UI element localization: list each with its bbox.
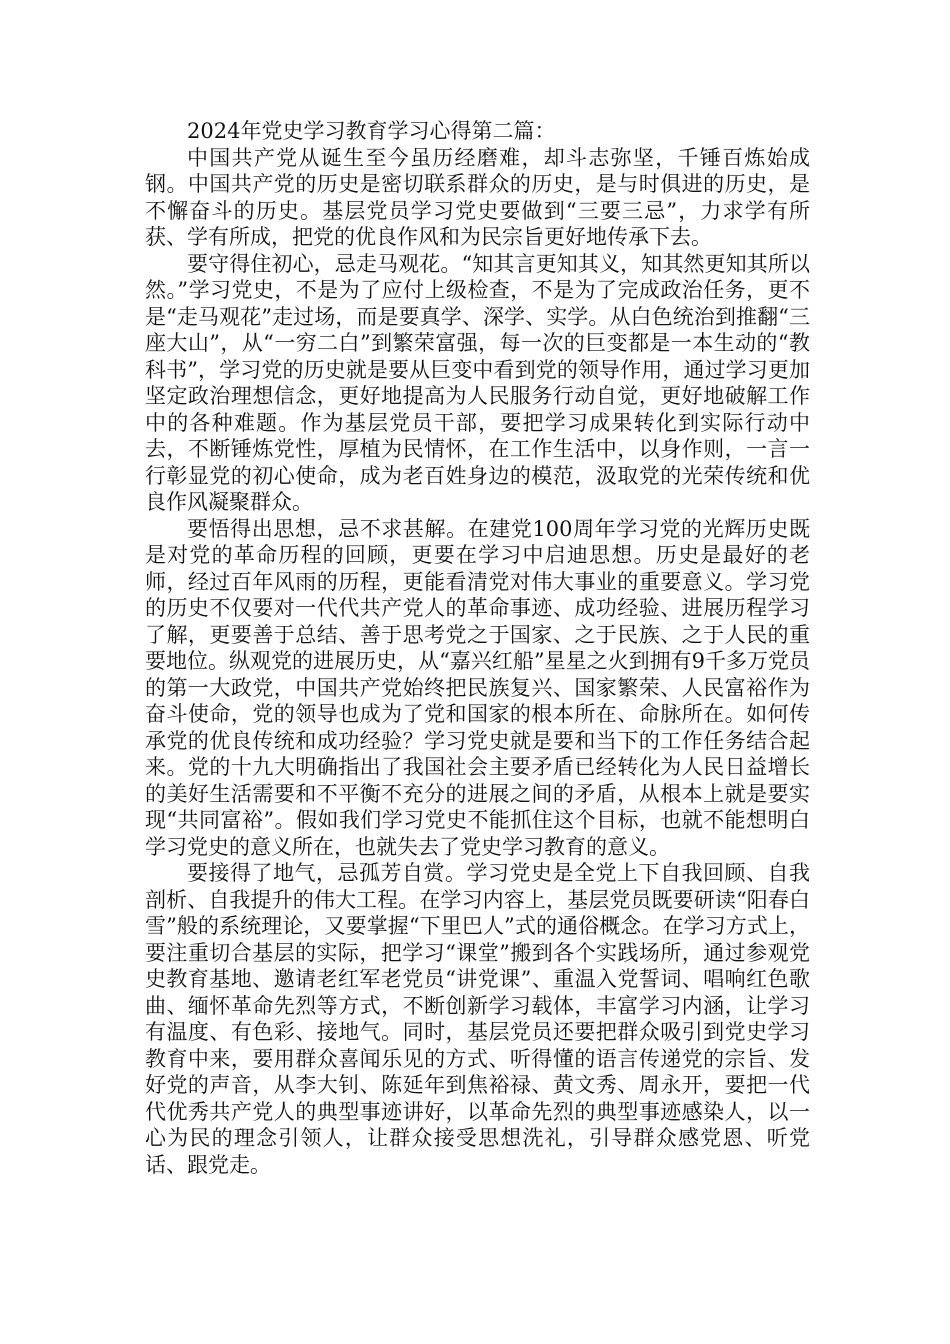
document-title: 2024年党史学习教育学习心得第二篇： <box>187 119 556 143</box>
paragraph-intro: 中国共产党从诞生至今虽历经磨难，却斗志弥坚，千锤百炼始成钢。中国共产党的历史是密切联系群众的历史，是与时俱进的历史，是不懈奋斗的历史。基层党员学习党史要做到“三要三忌”，力求学有所获、学有所成，把党的优良作风和为民宗旨更好地传承下去。 <box>145 145 810 249</box>
paragraph-initial-aspiration: 要守得住初心，忌走马观花。“知其言更知其义，知其然更知其所以然。”学习党史，不是为了应付上级检查，不是为了完成政治任务，更不是“走马观花”走过场，而是要真学、深学、实学。从白色统治到推翻“三座大山”，从“一穷二白”到繁荣富强，每一次的巨变都是一本生动的“教科书”，学习党的历史就是要从巨变中看到党的领导作用，通过学习更加坚定政治理想信念，更好地提高为人民服务行动自觉，更好地破解工作中的各种难题。作为基层党员干部，要把学习成果转化到实际行动中去，不断锤炼党性，厚植为民情怀，在工作生活中，以身作则，一言一行彰显党的初心使命，成为老百姓身边的模范，汲取党的光荣传统和优良作风凝聚群众。 <box>145 251 810 514</box>
paragraph-thought: 要悟得出思想，忌不求甚解。在建党100周年学习党的光辉历史既是对党的革命历程的回顾，更要在学习中启迪思想。历史是最好的老师，经过百年风雨的历程，更能看清党对伟大事业的重要意义。学习党的历史不仅要对一代代共产党人的革命事迹、成功经验、进展历程学习了解，更要善于总结、善于思考党之于国家、之于民族、之于人民的重要地位。纵观党的进展历史，从“嘉兴红船”星星之火到拥有9千多万党员的第一大政党，中国共产党始终把民族复兴、国家繁荣、人民富裕作为奋斗使命，党的领导也成为了党和国家的根本所在、命脉所在。如何传承党的优良传统和成功经验？学习党史就是要和当下的工作任务结合起来。党的十九大明确指出了我国社会主要矛盾已经转化为人民日益增长的美好生活需要和不平衡不充分的进展之间的矛盾，从根本上就是要实现“共同富裕”。假如我们学习党史不能抓住这个目标，也就不能想明白学习党史的意义所在，也就失去了党史学习教育的意义。 <box>145 516 810 859</box>
paragraph-grassroots: 要接得了地气，忌孤芳自赏。学习党史是全党上下自我回顾、自我剖析、自我提升的伟大工程。在学习内容上，基层党员既要研读“阳春白雪”般的系统理论，又要掌握“下里巴人”式的通俗概念。在学习方式上，要注重切合基层的实际，把学习“课堂”搬到各个实践场所，通过参观党史教育基地、邀请老红军老党员“讲党课”、重温入党誓词、唱响红色歌曲、缅怀革命先烈等方式，不断创新学习载体，丰富学习内涵，让学习有温度、有色彩、接地气。同时，基层党员还要把群众吸引到党史学习教育中来，要用群众喜闻乐见的方式、听得懂的语言传递党的宗旨、发好党的声音，从李大钊、陈延年到焦裕禄、黄文秀、周永开，要把一代代优秀共产党人的典型事迹讲好，以革命先烈的典型事迹感染人，以一心为民的理念引领人，让群众接受思想洗礼，引导群众感党恩、听党话、跟党走。 <box>145 861 810 1177</box>
document-body <box>145 118 810 1178</box>
